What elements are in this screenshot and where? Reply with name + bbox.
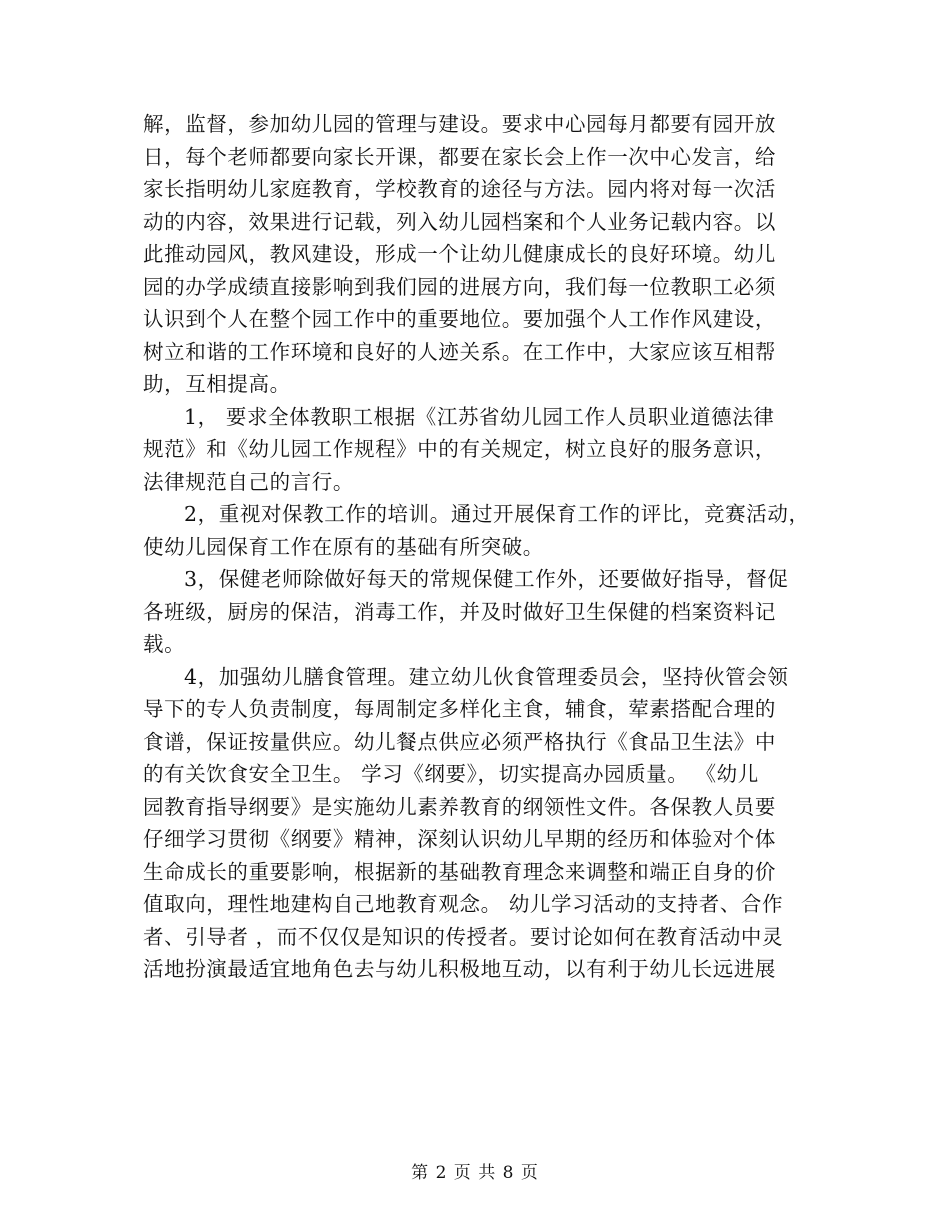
text-line: 者、引导者 ，而不仅仅是知识的传授者。要讨论如何在教育活动中灵 [143, 924, 784, 949]
text-line: 家长指明幼儿家庭教育，学校教育的途径与方法。园内将对每一次活 [143, 177, 776, 201]
text-line: 食谱，保证按量供应。幼儿餐点供应必须严格执行《食品卫生法》中 [143, 729, 776, 754]
text-line: 助，互相提高。 [143, 372, 291, 396]
text-line: 3，保健老师除做好每天的常规保健工作外，还要做好指导，督促 [184, 567, 789, 591]
text-line: 动的内容，效果进行记载，列入幼儿园档案和个人业务记载内容。以 [143, 209, 776, 234]
text-line: 解，监督，参加幼儿园的管理与建设。要求中心园每月都要有园开放 [143, 112, 776, 136]
text-line: 载。 [143, 632, 186, 656]
text-line: 使幼儿园保育工作在原有的基础有所突破。 [143, 534, 544, 559]
text-line: 的有关饮食安全卫生。 学习《纲要》，切实提高办园质量。 《幼儿 [143, 762, 759, 786]
text-line: 值取向，理性地建构自己地教育观念。 幼儿学习活动的支持者、合作 [143, 892, 784, 916]
text-line: 导下的专人负责制度，每周制定多样化主食，辅食，荤素搭配合理的 [143, 697, 776, 721]
text-line: 法律规范自己的言行。 [143, 469, 354, 494]
page-number-footer: 第 2 页 共 8 页 [411, 1163, 539, 1183]
text-line: 仔细学习贯彻《纲要》精神，深刻认识幼儿早期的经历和体验对个体 [143, 827, 776, 851]
text-line: 4，加强幼儿膳食管理。建立幼儿伙食管理委员会，坚持伙管会领 [184, 664, 789, 689]
text-line: 2，重视对保教工作的培训。通过开展保育工作的评比，竞赛活动， [184, 502, 810, 526]
text-line: 生命成长的重要影响，根据新的基础教育理念来调整和端正自身的价 [143, 859, 776, 884]
text-line: 日，每个老师都要向家长开课，都要在家长会上作一次中心发言，给 [143, 144, 776, 169]
text-line: 规范》和《幼儿园工作规程》中的有关规定，树立良好的服务意识， [143, 437, 776, 461]
text-line: 园的办学成绩直接影响到我们园的进展方向，我们每一位教职工必须 [143, 274, 776, 299]
text-line: 认识到个人在整个园工作中的重要地位。要加强个人工作作风建设， [143, 307, 776, 331]
text-line: 树立和谐的工作环境和良好的人迹关系。在工作中，大家应该互相帮 [143, 339, 776, 364]
text-line: 园教育指导纲要》是实施幼儿素养教育的纲领性文件。各保教人员要 [143, 794, 776, 819]
document-body [143, 108, 823, 986]
text-line: 此推动园风，教风建设，形成一个让幼儿健康成长的良好环境。幼儿 [143, 242, 776, 266]
text-line: 1， 要求全体教职工根据《江苏省幼儿园工作人员职业道德法律 [184, 404, 775, 429]
text-line: 活地扮演最适宜地角色去与幼儿积极地互动，以有利于幼儿长远进展 [143, 957, 776, 981]
text-line: 各班级，厨房的保洁，消毒工作，并及时做好卫生保健的档案资料记 [143, 599, 776, 624]
